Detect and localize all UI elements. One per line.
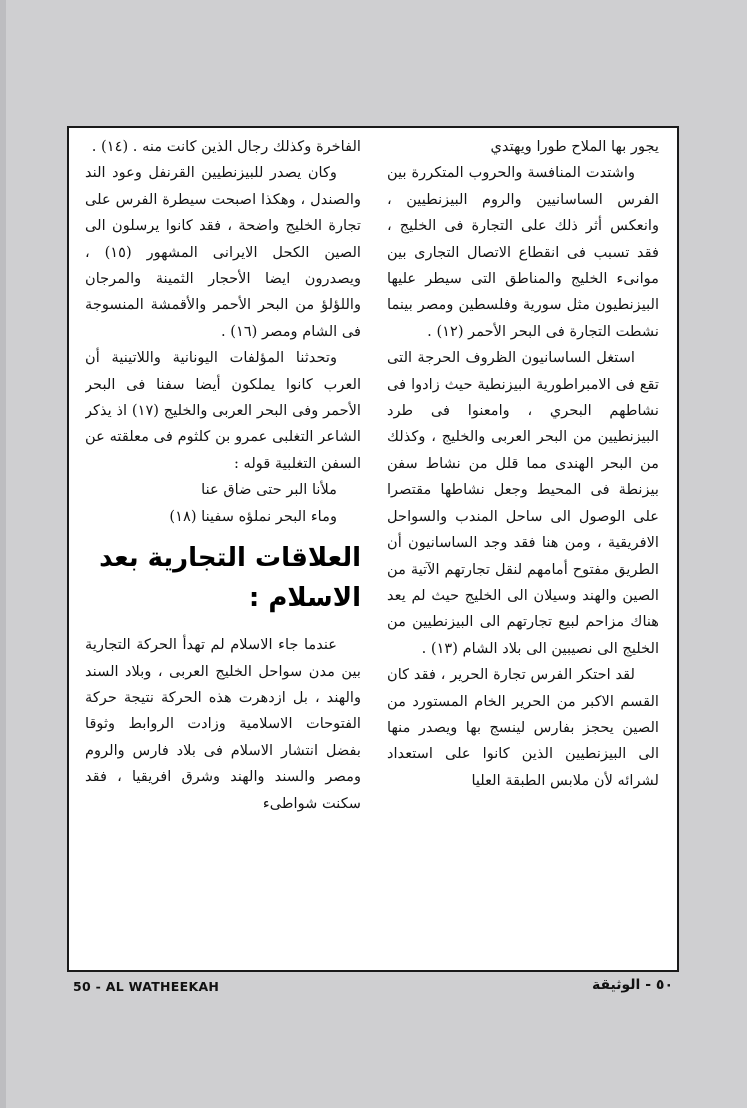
poem-verse-1: ملأنا البر حتى ضاق عنا <box>201 481 337 499</box>
right-column <box>387 134 659 964</box>
left-column <box>85 134 361 964</box>
verse-line-continuation: يجور بها الملاح طورا ويهتدي <box>490 138 659 155</box>
paragraph-silk-trade: لقد احتكر الفرس تجارة الحرير ، فقد كان القسم الاكبر من الحرير الخام المستورد من الصين يحجز بفارس لينسج بها ويصدر منها الى البيزنطيين الذين كانوا على استعداد لشرائه لأن ملابس الطبقة العليا <box>387 666 659 789</box>
page-edge <box>0 0 6 1108</box>
page-footer <box>67 977 679 999</box>
paragraph-rivalry: واشتدت المنافسة والحروب المتكررة بين الفرس الساسانيين والروم البيزنطيين ، وانعكس أثر ذلك على التجارة فى الخليج ، فقد تسبب فى انقطاع الاتصال التجارى بين موانىء الخليج والمناطق التى سيطر عليها البيزنطيون مثل سورية وفلسطين ومصر بينما نشطت التجارة فى البحر الأحمر (١٢) . <box>387 164 659 340</box>
paragraph-exports: وكان يصدر للبيزنطيين القرنفل وعود الند والصندل ، وهكذا اصبحت سيطرة الفرس على تجارة الخليج واضحة ، فقد كانوا يرسلون الى الصين الكحل الايرانى المشهور (١٥) ، ويصدرون ايضا الأحجار الثمينة والمرجان واللؤلؤ من البحر الأحمر والأقمشة المنسوجة فى الشام ومصر (١٦) . <box>85 164 361 340</box>
paragraph-sassanid-navy: استغل الساسانيون الظروف الحرجة التى تقع فى الامبراطورية البيزنطية حيث زادوا فى نشاطهم البحري ، وامعنوا فى طرد البيزنطيين من البحر العربى والخليج ، وكذلك من البحر الهندى مما قلل من نشاط سفن بيزنطة فى المحيط وجعل نشاطها مقتصرا على الوصول الى ساحل المندب والسواحل الافريقية ، ومن هنا فقد وجد الساسانيون أن الطريق مفتوح أمامهم لنقل تجارتهم الآتية من الصين والهند وسيلان الى الخليج حيث لم يعد هناك مزاحم لبيع تجارتهم الى البيزنطيين من الخليج الى نصيبين الى بلاد الشام (١٣) . <box>387 349 659 657</box>
section-heading: العلاقات التجارية بعد الاسلام : <box>99 543 361 614</box>
paragraph-arab-ships: وتحدثنا المؤلفات اليونانية واللاتينية أن العرب كانوا يملكون أيضا سفنا فى البحر الأحمر وفى البحر العربى والخليج (١٧) اذ يذكر الشاعر التغلبى عمرو بن كلثوم فى معلقته عن السفن التغلبية قوله : <box>85 349 361 472</box>
poem-verse-2: وماء البحر نملؤه سفينا (١٨) <box>169 507 337 525</box>
paragraph-islam-trade: عندما جاء الاسلام لم تهدأ الحركة التجارية بين مدن سواحل الخليج العربى ، وبلاد السند والهند ، بل ازدهرت هذه الحركة نتيجة حركة الفتوحات الاسلامية وزادت الروابط وثوقا بفضل انتشار الاسلام فى بلاد فارس والروم ومصر والسند والهند وشرق افريقيا ، فقد سكنت شواطىء <box>85 636 361 812</box>
paragraph-continuation: الفاخرة وكذلك رجال الذين كانت منه . (١٤) . <box>91 138 361 155</box>
article-frame <box>67 126 679 972</box>
footer-page-label-en: 50 - AL WATHEEKAH <box>73 979 220 994</box>
footer-page-label-ar: ٥٠ - الوثيقة <box>591 977 673 993</box>
